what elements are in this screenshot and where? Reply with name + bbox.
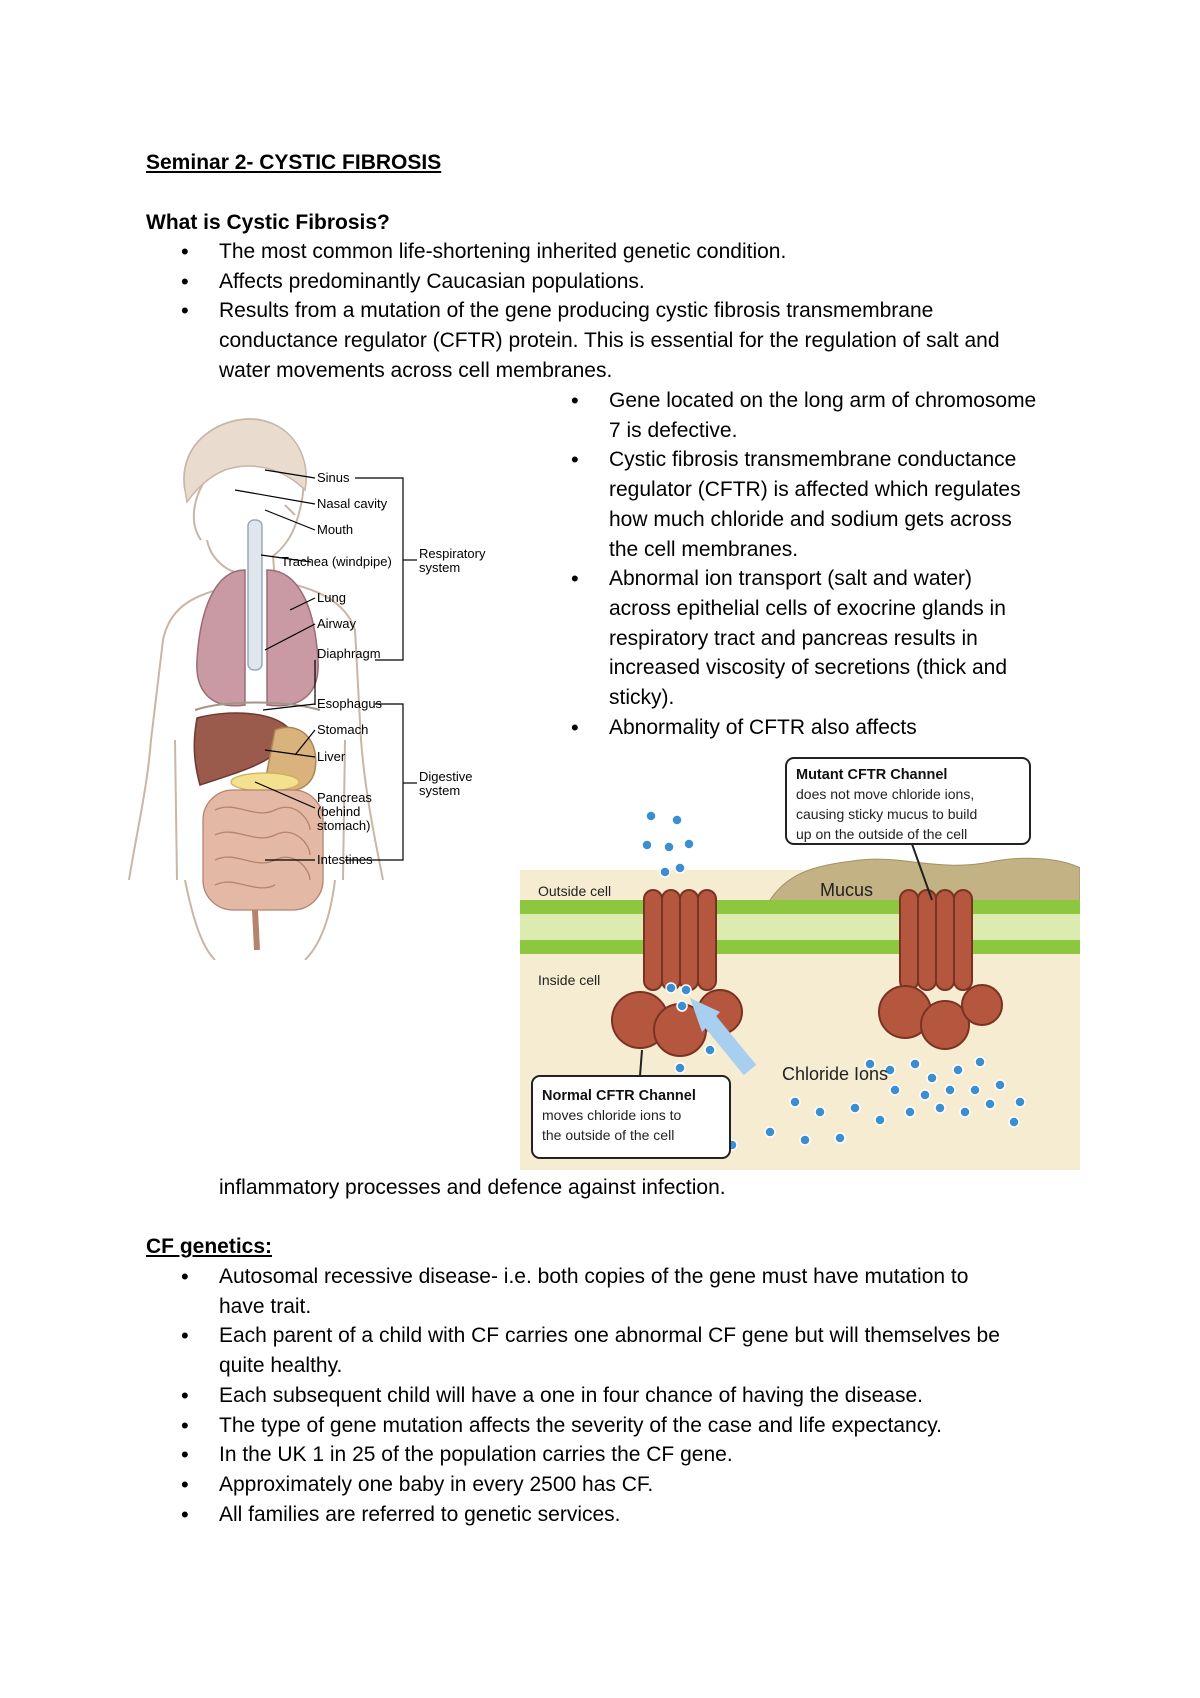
bullet-line: • Abnormal ion transport (salt and water) [609, 567, 972, 591]
label-sinus: Sinus [317, 470, 350, 485]
label-stomach: Stomach [317, 722, 369, 737]
anatomy-diagram [115, 410, 515, 960]
mutant-callout-title: Mutant CFTR Channel [796, 767, 948, 783]
genetics-bullet-list [146, 1262, 1146, 1529]
inside-cell-label: Inside cell [538, 972, 601, 988]
bullet-item [146, 1411, 1146, 1441]
group-respiratory-line2: system [419, 560, 461, 575]
membrane-core [520, 914, 1080, 940]
bullet-line: • In the UK 1 in 25 of the population carries the CF gene. [219, 1443, 733, 1467]
left-lung-shape [197, 570, 245, 706]
bullet-item [535, 713, 1095, 743]
bullet-line: • The most common life-shortening inherited genetic condition. [219, 240, 787, 263]
group-respiratory: Respiratory [419, 546, 486, 561]
label-trachea: Trachea (windpipe) [281, 554, 392, 569]
bullet-item [146, 296, 1146, 385]
bullet-line: • Abnormality of CFTR also affects [609, 715, 917, 739]
bullet-line: • Gene located on the long arm of chromosome [609, 389, 1037, 412]
label-pancreas-line3: stomach) [317, 818, 371, 833]
bullet-line: 7 is defective. [609, 418, 738, 442]
normal-callout-title: Normal CFTR Channel [542, 1088, 696, 1104]
normal-callout-line1: moves chloride ions to [542, 1107, 682, 1123]
bullet-item [535, 445, 1095, 564]
label-diaphragm: Diaphragm [317, 646, 381, 661]
section-heading-cf-genetics: CF genetics: [146, 1235, 273, 1258]
continuation-text: inflammatory processes and defence against infection. [219, 1176, 726, 1199]
bullet-line: • Each parent of a child with CF carries one abnormal CF gene but will themselves be [219, 1324, 1000, 1348]
outside-cell-label: Outside cell [538, 883, 612, 899]
membrane-inner [520, 940, 1080, 954]
bullet-line: have trait. [219, 1294, 312, 1318]
cftr-channel-diagram [520, 750, 1080, 1170]
bullet-line: • Autosomal recessive disease- i.e. both copies of the gene must have mutation to [219, 1265, 969, 1288]
label-intestines: Intestines [317, 852, 373, 867]
label-nasal-cavity: Nasal cavity [317, 496, 388, 511]
label-mouth: Mouth [317, 522, 354, 537]
bullet-line: • Approximately one baby in every 2500 has CF. [219, 1472, 654, 1496]
group-digestive: Digestive [419, 769, 473, 784]
bullet-line: the cell membranes. [609, 537, 799, 561]
bullet-line: • Each subsequent child will have a one in four chance of having the disease. [219, 1383, 923, 1407]
bullet-line: • The type of gene mutation affects the severity of the case and life expectancy. [219, 1413, 942, 1437]
bullet-line: conductance regulator (CFTR) protein. This is essential for the regulation of salt and [219, 329, 1000, 353]
mutant-callout-line3: up on the outside of the cell [796, 826, 968, 842]
bullet-item [146, 1321, 1146, 1380]
bullet-item [146, 1440, 1146, 1470]
bullet-item [146, 1381, 1146, 1411]
bullet-line: • Results from a mutation of the gene producing cystic fibrosis transmembrane [219, 299, 934, 323]
group-digestive-line2: system [419, 783, 461, 798]
bullet-line: regulator (CFTR) is affected which regulates [609, 478, 1021, 502]
bullet-item [146, 1500, 1146, 1530]
bullet-line: quite healthy. [219, 1354, 343, 1378]
intro-bullet-list [146, 237, 1146, 386]
bullet-line: sticky). [609, 686, 675, 710]
bullet-line: • Affects predominantly Caucasian populations. [219, 269, 645, 293]
bullet-line: how much chloride and sodium gets across [609, 507, 1012, 531]
pancreas-shape [231, 773, 299, 791]
mucus-label: Mucus [820, 880, 874, 900]
trachea-shape [248, 520, 262, 670]
bullet-line: water movements across cell membranes. [219, 358, 613, 382]
mutant-callout-line2: causing sticky mucus to build [796, 806, 978, 822]
bullet-line: respiratory tract and pancreas results in [609, 626, 978, 650]
label-esophagus: Esophagus [317, 696, 383, 711]
membrane-outer [520, 900, 1080, 914]
label-liver: Liver [317, 749, 346, 764]
label-pancreas: Pancreas [317, 790, 372, 805]
bullet-item [535, 386, 1095, 445]
bullet-line: increased viscosity of secretions (thick and [609, 656, 1008, 680]
page-title: Seminar 2- CYSTIC FIBROSIS [146, 151, 442, 174]
label-pancreas-line2: (behind [317, 804, 361, 819]
mutant-callout-line1: does not move chloride ions, [796, 786, 975, 802]
bullet-line: • Cystic fibrosis transmembrane conductance [609, 448, 1017, 472]
chloride-ions-label: Chloride Ions [782, 1064, 889, 1084]
label-lung: Lung [317, 590, 346, 605]
side-bullet-list [535, 386, 1095, 742]
normal-callout-line2: the outside of the cell [542, 1127, 675, 1143]
bullet-item [535, 564, 1095, 713]
label-airway: Airway [317, 616, 357, 631]
section-heading-what-is-cf: What is Cystic Fibrosis? [146, 211, 390, 234]
bullet-line: • All families are referred to genetic services. [219, 1502, 621, 1526]
intestines-shape [203, 790, 323, 910]
bullet-item [146, 1262, 1146, 1321]
bullet-line: across epithelial cells of exocrine glands in [609, 596, 1006, 620]
bullet-item [146, 1470, 1146, 1500]
bullet-item [146, 267, 1146, 297]
bullet-item [146, 237, 1146, 267]
